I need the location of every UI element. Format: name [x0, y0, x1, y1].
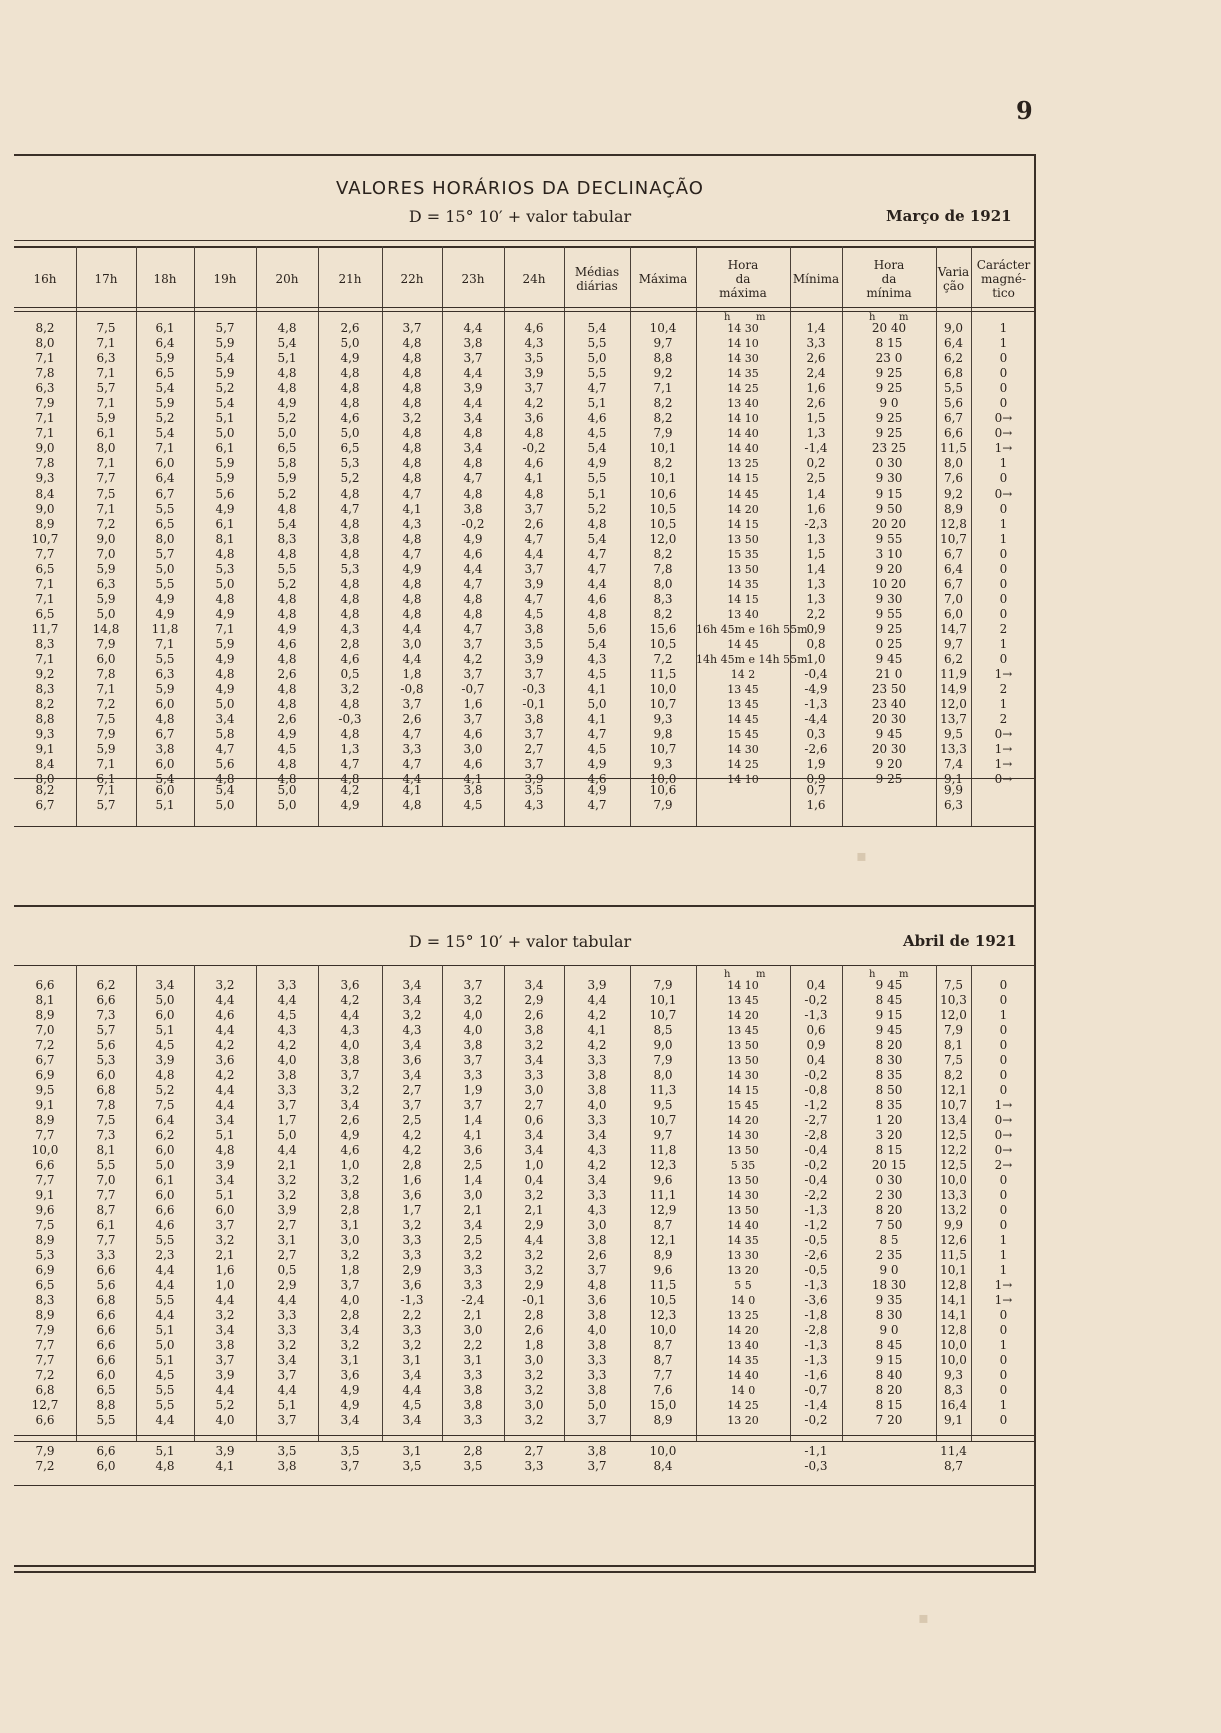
table-column: 3,9 4,4 4,2 4,1 4,2 3,3 3,8 3,8 4,0 3,3 3,4 4,3 4,2 3,4 3,3 4,3 3,0 3,8 2,6 3,7 4,8 3,6 3,8 4,0 3,8 3,3 3,3 3,8 5,0 3,7 — [587, 978, 607, 1427]
column-header: Carácter magné- tico — [976, 258, 1031, 300]
table-column: 2,6 5,0 4,9 4,8 4,8 4,8 4,6 5,0 6,5 5,3 5,2 4,8 4,7 4,8 3,8 4,8 5,3 4,8 4,8 4,8 4,3 2,8 4,6 0,5 3,2 4,8 -0,3 4,8 1,3 4,7 4,8 — [338, 321, 362, 787]
table-column: 0,4 -0,2 -1,3 0,6 0,9 0,4 -0,2 -0,8 -1,2 -2,7 -2,8 -0,4 -0,2 -0,4 -2,2 -1,3 -1,2 -0,5 -2,6 -0,5 -1,3 -3,6 -1,8 -2,8 -1,3 -1,3 -1,6 -0,7 -1,4 -0,2 — [804, 978, 828, 1427]
rule — [14, 246, 1036, 248]
mean-cell: 5,4 — [215, 783, 235, 797]
mean-cell: 2,7 — [524, 1444, 544, 1458]
table-column: 10,4 9,7 8,8 9,2 7,1 8,2 8,2 7,9 10,1 8,2 10,1 10,6 10,5 10,5 12,0 8,2 7,8 8,0 8,3 8,2 15,6 10,5 7,2 11,5 10,0 10,7 9,3 9,8 10,7 9,3 10,0 — [649, 321, 677, 787]
table-column: 14 10 13 45 14 20 13 45 13 50 13 50 14 30 14 15 15 45 14 20 14 30 13 50 5 35 13 50 14 30 13 50 14 40 14 35 13 30 13 20 5 5 14 0 13 25 14 20 13 40 14 35 14 40 14 0 14 25 13 20 — [727, 979, 759, 1427]
mean-cell: 6,3 — [943, 798, 964, 812]
mean-cell: 7,9 — [653, 798, 673, 812]
mean-cell: 6,7 — [35, 798, 55, 812]
mean-cell: 7,9 — [35, 1444, 55, 1458]
table-column: 6,6 8,1 8,9 7,0 7,2 6,7 6,9 9,5 9,1 8,9 7,7 10,0 6,6 7,7 9,1 9,6 7,5 8,9 5,3 6,9 6,5 8,3 8,9 7,9 7,7 7,7 7,2 6,8 12,7 6,6 — [31, 978, 59, 1427]
mean-cell: 6,0 — [155, 783, 175, 797]
table-column: 7,9 10,1 10,7 8,5 9,0 7,9 8,0 11,3 9,5 10,7 9,7 11,8 12,3 9,6 11,1 12,9 8,7 12,1 8,9 9,6 11,5 10,5 12,3 10,0 8,7 8,7 7,7 7,6 15,0 8,9 — [649, 978, 677, 1427]
table-column: 4,8 5,4 5,1 4,8 4,8 4,9 5,2 5,0 6,5 5,8 5,9 5,2 4,8 5,4 8,3 4,8 5,5 5,2 4,8 4,8 4,9 4,6 4,8 2,6 4,8 4,8 2,6 4,9 4,5 4,8 4,8 — [277, 321, 297, 787]
mean-cell: 4,3 — [524, 798, 544, 812]
april-formula: D = 15° 10′ + valor tabular — [408, 932, 632, 951]
rule — [14, 1565, 1036, 1567]
mean-cell: 3,5 — [340, 1444, 360, 1458]
mean-cell: 10,0 — [649, 1444, 677, 1458]
mean-cell: 10,6 — [649, 783, 677, 797]
rule — [14, 311, 1036, 312]
unit-hours: h — [724, 312, 731, 323]
rule — [14, 307, 1036, 308]
mean-cell: 2,8 — [463, 1444, 483, 1458]
page-number: 9 — [1016, 96, 1033, 125]
mean-cell: 4,8 — [155, 1459, 175, 1473]
unit-hours: h — [869, 312, 876, 323]
mean-cell: -0,3 — [804, 1459, 828, 1473]
column-header: 18h — [153, 272, 177, 286]
unit-minutes: m — [756, 969, 766, 980]
mean-cell: 8,7 — [943, 1459, 964, 1473]
mean-cell: 11,4 — [940, 1444, 967, 1458]
table-column: 9,0 6,4 6,2 6,8 5,5 5,6 6,7 6,6 11,5 8,0 7,6 9,2 8,9 12,8 10,7 6,7 6,4 6,7 7,0 6,0 14,7 9,7 6,2 11,9 14,9 12,0 13,7 9,5 13,3 7,4 9,1 — [940, 321, 967, 787]
mean-cell: 4,9 — [587, 783, 607, 797]
table-column: 14 30 14 10 14 30 14 35 14 25 13 40 14 10 14 40 14 40 13 25 14 15 14 45 14 20 14 15 13 50 15 35 13 50 14 35 14 15 13 40 16h 45m e 16h 55m 14 45 14h 45m e 14h 55m 14 2 13 45 13 45 14 45 15 45 14 30 14 25 14 10 — [696, 322, 808, 787]
table-column: 3,2 4,4 4,6 4,4 4,2 3,6 4,2 4,4 4,4 3,4 5,1 4,8 3,9 3,4 5,1 6,0 3,7 3,2 2,1 1,6 1,0 4,4 3,2 3,4 3,8 3,7 3,9 4,4 5,2 4,0 — [215, 978, 235, 1427]
unit-hours: h — [869, 969, 876, 980]
mean-cell: 4,1 — [402, 783, 422, 797]
unit-minutes: m — [756, 312, 766, 323]
mean-cell: 7,2 — [35, 1459, 55, 1473]
mean-cell: 3,9 — [215, 1444, 235, 1458]
table-column: 3,4 2,9 2,6 3,8 3,2 3,4 3,3 3,0 2,7 0,6 3,4 3,4 1,0 0,4 3,2 2,1 2,9 4,4 3,2 3,2 2,9 -0,1 2,8 2,6 1,8 3,0 3,2 3,2 3,0 3,2 — [522, 978, 546, 1427]
mean-cell: 7,1 — [96, 783, 116, 797]
column-header: 16h — [33, 272, 57, 286]
mean-cell: 3,5 — [402, 1459, 422, 1473]
mean-cell: 8,4 — [653, 1459, 673, 1473]
mean-cell: 3,5 — [524, 783, 544, 797]
mean-cell: 4,9 — [340, 798, 360, 812]
mean-cell: -1,1 — [804, 1444, 828, 1458]
table-column: 3,4 5,0 6,0 5,1 4,5 3,9 4,8 5,2 7,5 6,4 6,2 6,0 5,0 6,1 6,0 6,6 4,6 5,5 2,3 4,4 4,4 5,5 4,4 5,1 5,0 5,1 4,5 5,5 5,5 4,4 — [155, 978, 175, 1427]
table-column: 3,4 3,4 3,2 4,3 3,4 3,6 3,4 2,7 3,7 2,5 4,2 4,2 2,8 1,6 3,6 1,7 3,2 3,3 3,3 2,9 3,6 -1,3 2,2 3,3 3,2 3,1 3,4 4,4 4,5 3,4 — [400, 978, 424, 1427]
table-column: 1,4 3,3 2,6 2,4 1,6 2,6 1,5 1,3 -1,4 0,2 2,5 1,4 1,6 -2,3 1,3 1,5 1,4 1,3 1,3 2,2 0,9 0,8 1,0 -0,4 -4,9 -1,3 -4,4 0,3 -2,6 1,9 0,9 — [804, 321, 828, 787]
table-column: 5,4 5,5 5,0 5,5 4,7 5,1 4,6 4,5 5,4 4,9 5,5 5,1 5,2 4,8 5,4 4,7 4,7 4,4 4,6 4,8 5,6 5,4 4,3 4,5 4,1 5,0 4,1 4,7 4,5 4,9 4,6 — [587, 321, 607, 787]
april-month-label: Abril de 1921 — [903, 932, 1017, 950]
table-column: 8,2 8,0 7,1 7,8 6,3 7,9 7,1 7,1 9,0 7,8 9,3 8,4 9,0 8,9 10,7 7,7 6,5 7,1 7,1 6,5 11,7 8,3 7,1 9,2 8,3 8,2 8,8 9,3 9,1 8,4 8,0 — [31, 321, 59, 787]
table-column: 3,6 4,2 4,4 4,3 4,0 3,8 3,7 3,2 3,4 2,6 4,9 4,6 1,0 3,2 3,8 2,8 3,1 3,0 3,2 1,8 3,7 4,0 2,8 3,4 3,2 3,1 3,6 4,9 4,9 3,4 — [340, 978, 360, 1427]
mean-cell: 5,0 — [277, 783, 297, 797]
bleed-through-mark: ▪ — [856, 846, 867, 865]
rule — [14, 1435, 1036, 1436]
column-header: 21h — [338, 272, 362, 286]
mean-cell: 4,7 — [587, 798, 607, 812]
mean-cell: 4,1 — [215, 1459, 235, 1473]
mean-cell: 6,0 — [96, 1459, 116, 1473]
mean-cell: 8,2 — [35, 783, 55, 797]
mean-cell: 5,0 — [277, 798, 297, 812]
column-header: Hora da mínima — [866, 258, 912, 300]
column-header: 19h — [213, 272, 237, 286]
mean-cell: 3,8 — [277, 1459, 297, 1473]
march-month-label: Março de 1921 — [886, 207, 1012, 225]
mean-cell: 3,5 — [463, 1459, 483, 1473]
rule — [14, 1441, 1036, 1442]
bleed-through-mark: ▪ — [918, 1608, 929, 1627]
column-header: Hora da máxima — [719, 258, 767, 300]
table-column: 3,7 4,8 4,8 4,8 4,8 4,8 3,2 4,8 4,8 4,8 4,8 4,7 4,1 4,3 4,8 4,7 4,9 4,8 4,8 4,8 4,4 3,0 4,4 1,8 -0,8 3,7 2,6 4,7 3,3 4,7 4,4 — [400, 321, 424, 787]
table-column: 7,5 7,1 6,3 7,1 5,7 7,1 5,9 6,1 8,0 7,1 7,7 7,5 7,1 7,2 9,0 7,0 5,9 6,3 5,9 5,0 14,8 7,9 6,0 7,8 7,1 7,2 7,5 7,9 5,9 7,1 6,1 — [92, 321, 120, 787]
mean-cell: 4,5 — [463, 798, 483, 812]
column-header: 22h — [400, 272, 424, 286]
mean-cell: 3,5 — [277, 1444, 297, 1458]
unit-minutes: m — [899, 312, 909, 323]
table-column: 6,1 6,4 5,9 6,5 5,4 5,9 5,2 5,4 7,1 6,0 6,4 6,7 5,5 6,5 8,0 5,7 5,0 5,5 4,9 4,9 11,8 7,1 5,5 6,3 5,9 6,0 4,8 6,7 3,8 6,0 5,4 — [151, 321, 179, 787]
mean-cell: 5,1 — [155, 1444, 175, 1458]
table-column: 3,3 4,4 4,5 4,3 4,2 4,0 3,8 3,3 3,7 1,7 5,0 4,4 2,1 3,2 3,2 3,9 2,7 3,1 2,7 0,5 2,9 4,4 3,3 3,3 3,2 3,4 3,7 4,4 5,1 3,7 — [277, 978, 297, 1427]
table-column: 4,4 3,8 3,7 4,4 3,9 4,4 3,4 4,8 3,4 4,8 4,7 4,8 3,8 -0,2 4,9 4,6 4,4 4,7 4,8 4,8 4,7 3,7 4,2 3,7 -0,7 1,6 3,7 4,6 3,0 4,6 4,1 — [461, 321, 485, 787]
column-header: Mínima — [792, 272, 840, 286]
rule — [14, 778, 1036, 779]
unit-minutes: m — [899, 969, 909, 980]
column-header: 17h — [94, 272, 118, 286]
mean-cell: 6,6 — [96, 1444, 116, 1458]
mean-cell: 3,1 — [402, 1444, 422, 1458]
rule — [14, 1485, 1036, 1486]
march-formula: D = 15° 10′ + valor tabular — [408, 207, 632, 226]
table-title: VALORES HORÁRIOS DA DECLINAÇÃO — [336, 178, 704, 199]
unit-hours: h — [724, 969, 731, 980]
table-column: 6,2 6,6 7,3 5,7 5,6 5,3 6,0 6,8 7,8 7,5 7,3 8,1 5,5 7,0 7,7 8,7 6,1 7,7 3,3 6,6 5,6 6,8 6,6 6,6 6,6 6,6 6,0 6,5 8,8 5,5 — [96, 978, 116, 1427]
table-column: 7,5 10,3 12,0 7,9 8,1 7,5 8,2 12,1 10,7 13,4 12,5 12,2 12,5 10,0 13,3 13,2 9,9 12,6 11,5 10,1 12,8 14,1 14,1 12,8 10,0 10,0 9,3 8,3 16,4 9,1 — [940, 978, 967, 1427]
table-column: 20 40 8 15 23 0 9 25 9 25 9 0 9 25 9 25 23 25 0 30 9 30 9 15 9 50 20 20 9 55 3 10 9 20 10 20 9 30 9 55 9 25 0 25 9 45 21 0 23 50 23 40 20 30 9 45 20 30 9 20 9 25 — [871, 321, 907, 787]
rule — [14, 905, 1036, 907]
mean-cell: 5,1 — [155, 798, 175, 812]
rule — [14, 826, 1036, 827]
mean-cell: 1,6 — [806, 798, 826, 812]
mean-cell: 3,7 — [587, 1459, 607, 1473]
table-column: 9 45 8 45 9 15 9 45 8 20 8 30 8 35 8 50 8 35 1 20 3 20 8 15 20 15 0 30 2 30 8 20 7 50 8 5 2 35 9 0 18 30 9 35 8 30 9 0 8 45 9 15 8 40 8 20 8 15 7 20 — [871, 978, 907, 1427]
mean-cell: 5,7 — [96, 798, 116, 812]
column-header: 23h — [461, 272, 485, 286]
mean-cell: 3,3 — [524, 1459, 544, 1473]
mean-cell: 5,0 — [215, 798, 235, 812]
column-header: Máxima — [638, 272, 688, 286]
table-column: 5,7 5,9 5,4 5,9 5,2 5,4 5,1 5,0 6,1 5,9 5,9 5,6 4,9 6,1 8,1 4,8 5,3 5,0 4,8 4,9 7,1 5,9 4,9 4,8 4,9 5,0 3,4 5,8 4,7 5,6 4,8 — [215, 321, 235, 787]
mean-cell: 0,7 — [806, 783, 826, 797]
column-header: 24h — [522, 272, 546, 286]
mean-cell: 4,2 — [340, 783, 360, 797]
mean-cell: 4,8 — [402, 798, 422, 812]
mean-cell: 3,8 — [463, 783, 483, 797]
column-header: Varia ção — [937, 265, 970, 293]
rule — [14, 240, 1036, 241]
table-column: 1 1 0 0 0 0 0→ 0→ 1→ 1 0 0→ 0 1 1 0 0 0 0 0 2 1 0 1→ 2 1 2 0→ 1→ 1→ 0→ — [994, 321, 1013, 787]
mean-cell: 3,8 — [587, 1444, 607, 1458]
column-header: Médias diárias — [574, 265, 620, 293]
rule — [14, 965, 1036, 966]
mean-cell: 3,7 — [340, 1459, 360, 1473]
table-column: 4,6 4,3 3,5 3,9 3,7 4,2 3,6 4,8 -0,2 4,6 4,1 4,8 3,7 2,6 4,7 4,4 3,7 3,9 4,7 4,5 3,8 3,5 3,9 3,7 -0,3 -0,1 3,8 3,7 2,7 3,7 3,9 — [522, 321, 546, 787]
column-header: 20h — [275, 272, 299, 286]
table-column: 3,7 3,2 4,0 4,0 3,8 3,7 3,3 1,9 3,7 1,4 4,1 3,6 2,5 1,4 3,0 2,1 3,4 2,5 3,2 3,3 3,3 -2,4 2,1 3,0 2,2 3,1 3,3 3,8 3,8 3,3 — [461, 978, 485, 1427]
table-column: 0 0 1 0 0 0 0 0 1→ 0→ 0→ 0→ 2→ 0 0 0 0 1 1 1 1→ 1→ 0 0 1 0 0 0 1 0 — [994, 978, 1013, 1427]
mean-cell: 9,9 — [943, 783, 964, 797]
